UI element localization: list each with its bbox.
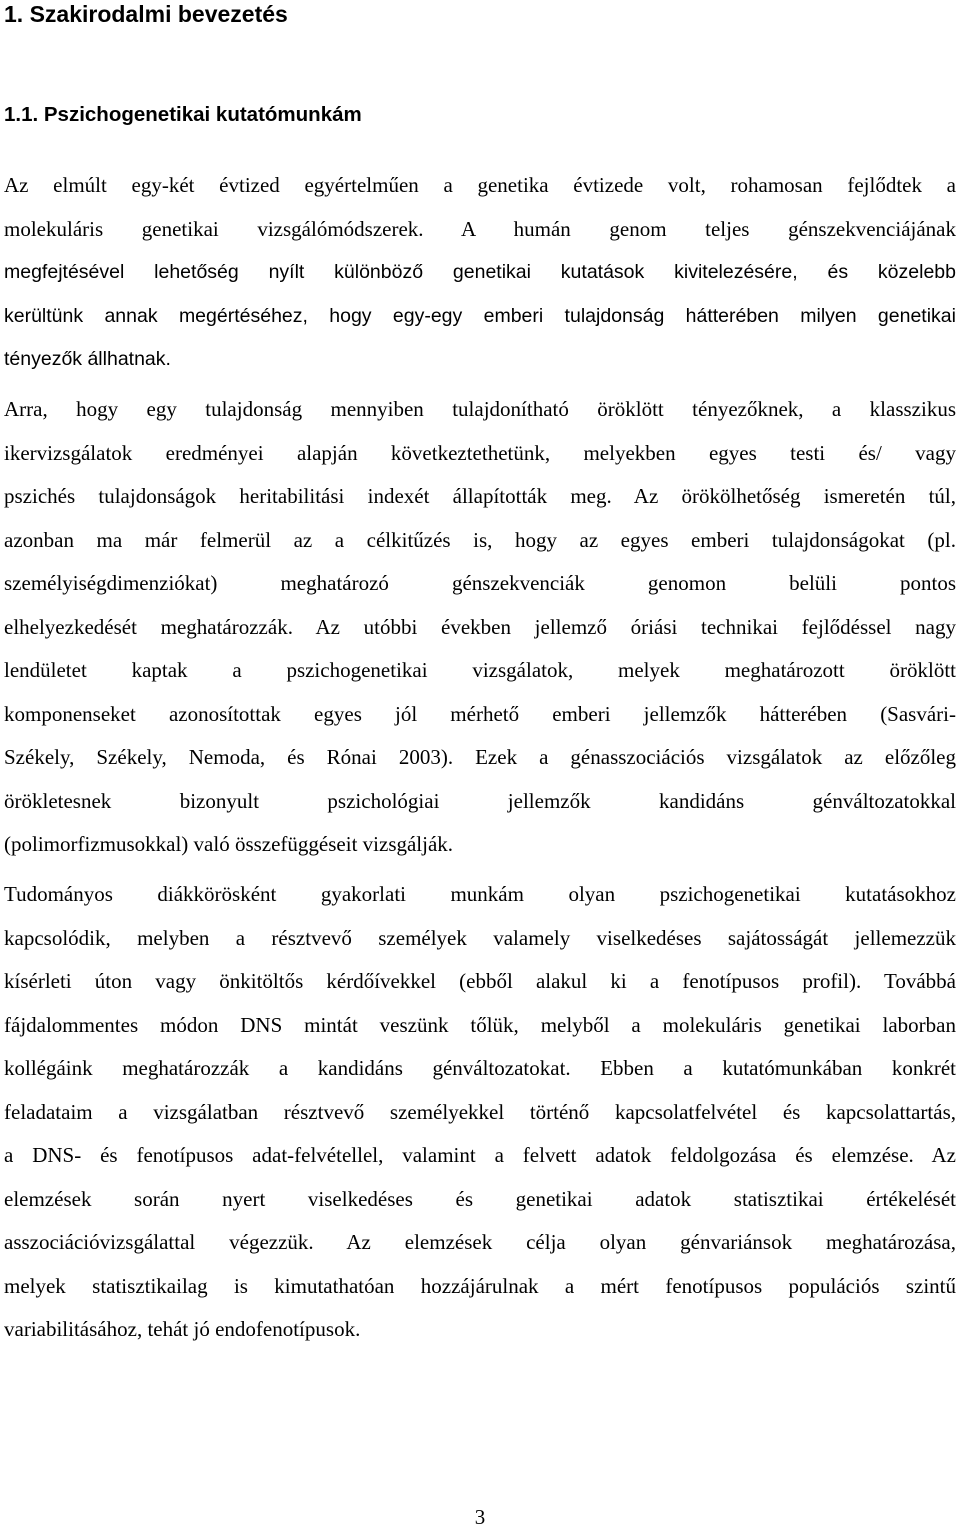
paragraph-line: a DNS- és fenotípusos adat-felvétellel, valamint a felvett adatok feldolgozása és elemzése. Az: [4, 1143, 956, 1167]
paragraph-2: [4, 388, 956, 867]
paragraph-line: elhelyezkedését meghatározzák. Az utóbbi években jellemző óriási technikai fejlődéssel nagy: [4, 614, 956, 639]
paragraph-line: fájdalommentes módon DNS mintát veszünk tőlük, melyből a molekuláris genetikai laborban: [4, 1012, 956, 1037]
paragraph-line: kapcsolódik, melyben a résztvevő személyek valamely viselkedéses sajátosságát jellemezzük: [4, 925, 956, 950]
paragraph-line: tényezők állhatnak.: [4, 348, 171, 370]
paragraph-1: [4, 164, 956, 382]
paragraph-line: ikervizsgálatok eredményei alapján következtethetünk, melyekben egyes testi és/ vagy: [4, 440, 956, 465]
paragraph-line: kerültünk annak megértéséhez, hogy egy-egy emberi tulajdonság hátterében milyen genetikai: [4, 304, 956, 327]
paragraph-line: megfejtésével lehetőség nyílt különböző genetikai kutatások kivitelezésére, és közelebb: [4, 261, 956, 283]
paragraph-line: lendületet kaptak a pszichogenetikai vizsgálatok, melyek meghatározott öröklött: [4, 658, 956, 682]
section-heading: 1.1. Pszichogenetikai kutatómunkám: [4, 103, 362, 126]
paragraph-line: molekuláris genetikai vizsgálómódszerek. A humán genom teljes génszekvenciájának: [4, 216, 956, 241]
paragraph-line: örökletesnek bizonyult pszichológiai jellemzők kandidáns génváltozatokkal: [4, 788, 956, 813]
paragraph-line: elemzések során nyert viselkedéses és genetikai adatok statisztikai értékelését: [4, 1186, 956, 1211]
paragraph-line: komponenseket azonosítottak egyes jól mérhető emberi jellemzők hátterében (Sasvári-: [4, 701, 956, 726]
paragraph-line: Tudományos diákkörösként gyakorlati munkám olyan pszichogenetikai kutatásokhoz: [4, 882, 956, 906]
paragraph-line: kollégáink meghatározzák a kandidáns génváltozatokat. Ebben a kutatómunkában konkrét: [4, 1056, 956, 1080]
paragraph-line: azonban ma már felmerül az a célkitűzés is, hogy az egyes emberi tulajdonságokat (pl.: [4, 527, 956, 552]
paragraph-line: Arra, hogy egy tulajdonság mennyiben tulajdonítható öröklött tényezőknek, a klasszikus: [4, 397, 956, 421]
paragraph-line: variabilitásához, tehát jó endofenotípusok.: [4, 1317, 361, 1341]
page-number: 3: [474, 1505, 486, 1529]
paragraph-3: [4, 873, 956, 1352]
paragraph-line: Székely, Székely, Nemoda, és Rónai 2003). Ezek a génasszociációs vizsgálatok az előzőleg: [4, 745, 956, 769]
paragraph-line: (polimorfizmusokkal) való összefüggéseit vizsgálják.: [4, 832, 454, 856]
chapter-heading: 1. Szakirodalmi bevezetés: [4, 1, 288, 27]
paragraph-line: kísérleti úton vagy önkitöltős kérdőívekkel (ebből alakul ki a fenotípusos profil). Továbbá: [4, 969, 956, 993]
paragraph-line: személyiségdimenziókat) meghatározó génszekvenciák genomon belüli pontos: [4, 571, 956, 595]
paragraph-line: pszichés tulajdonságok heritabilitási indexét állapították meg. Az örökölhetőség ismeretén túl,: [4, 484, 956, 508]
paragraph-line: melyek statisztikailag is kimutathatóan hozzájárulnak a mért fenotípusos populációs szintű: [4, 1273, 956, 1298]
paragraph-line: asszociációvizsgálattal végezzük. Az elemzések célja olyan génvariánsok meghatározása,: [4, 1230, 956, 1254]
paragraph-line: Az elmúlt egy-két évtized egyértelműen a genetika évtizede volt, rohamosan fejlődtek a: [4, 173, 956, 197]
paragraph-line: feladataim a vizsgálatban résztvevő személyekkel történő kapcsolatfelvétel és kapcsolattartás,: [4, 1099, 956, 1124]
